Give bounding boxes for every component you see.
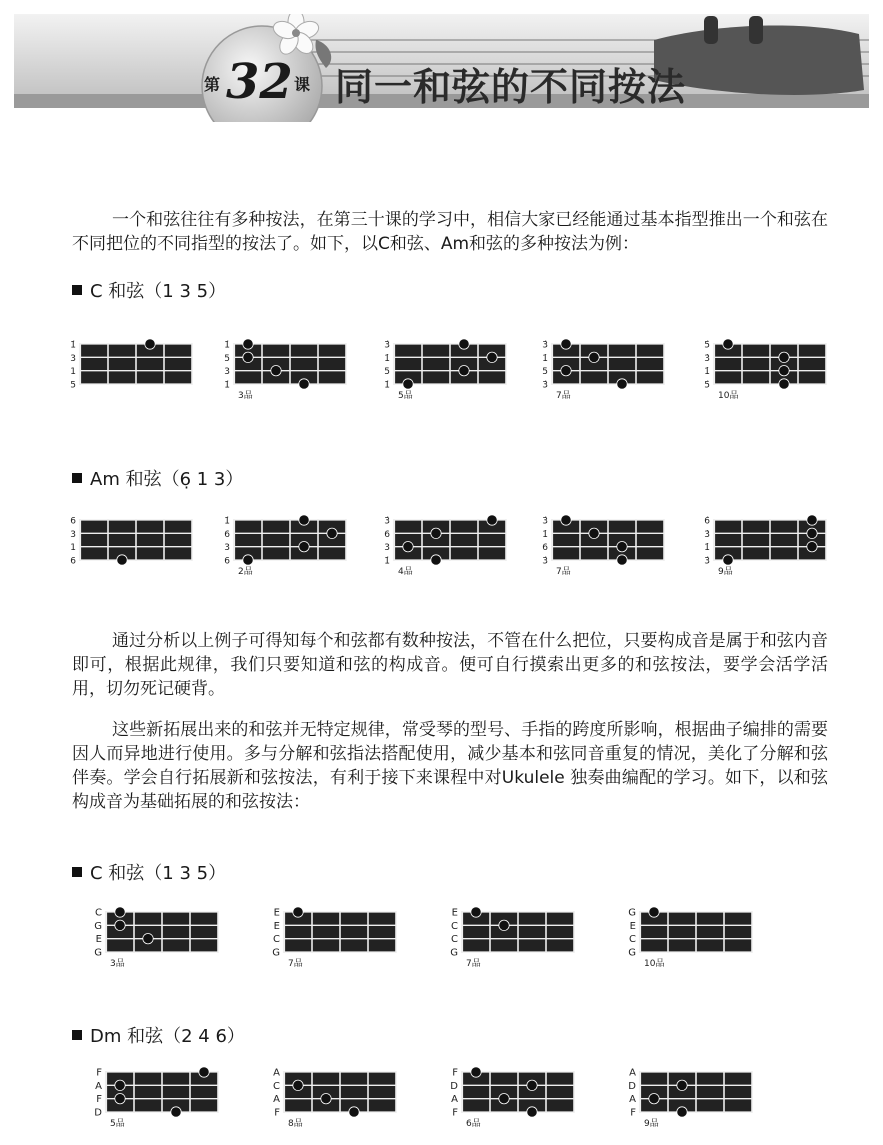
string-note-label: 6 — [224, 529, 230, 540]
finger-dot — [807, 541, 817, 551]
intro-paragraph: 一个和弦往往有多种按法，在第三十课的学习中，相信大家已经能通过基本指型推出一个和弦在不同把位的不同指型的按法了。如下，以C和弦、Am和弦的多种按法为例： — [72, 210, 828, 254]
finger-dot — [403, 541, 413, 551]
string-note-label: 6 — [70, 556, 76, 567]
finger-dot — [243, 352, 253, 362]
bullet-square-icon — [72, 867, 82, 877]
finger-dot — [677, 1107, 687, 1117]
finger-dot — [293, 907, 303, 917]
string-note-label: F — [96, 1094, 102, 1106]
fret-position-label: 9品 — [644, 1119, 659, 1129]
finger-dot — [617, 541, 627, 551]
section-c-chord-extended-title: C 和弦（1 3 5） — [72, 859, 226, 885]
string-note-label: G — [94, 947, 102, 959]
finger-dot — [199, 1067, 209, 1077]
string-note-label: 1̇ — [224, 340, 230, 351]
fret-position-label: 10品 — [644, 959, 665, 969]
finger-dot — [115, 1093, 125, 1103]
string-note-label: G — [272, 947, 280, 959]
finger-dot — [617, 379, 627, 389]
fret-position-label: 3品 — [238, 391, 253, 401]
string-note-label: 3 — [224, 543, 230, 554]
finger-dot — [779, 379, 789, 389]
string-note-label: A — [451, 1094, 458, 1106]
string-note-label: G — [94, 920, 102, 932]
string-note-label: 3̇ — [704, 556, 710, 567]
string-note-label: C — [451, 920, 458, 932]
string-note-label: 1̇ — [384, 556, 390, 567]
string-note-label: 6 — [70, 516, 76, 527]
finger-dot — [117, 555, 127, 565]
string-note-label: 5 — [542, 367, 548, 378]
chord-diagram — [538, 340, 670, 402]
finger-dot — [403, 379, 413, 389]
fret-position-label: 2品 — [238, 567, 253, 577]
finger-dot — [243, 555, 253, 565]
finger-dot — [471, 1067, 481, 1077]
string-note-label: G — [628, 947, 636, 959]
fret-position-label: 10品 — [718, 391, 739, 401]
chord-diagram — [700, 340, 832, 402]
string-note-label: C — [273, 1080, 280, 1092]
fret-position-label: 4品 — [398, 567, 413, 577]
string-note-label: C — [451, 934, 458, 946]
finger-dot — [431, 528, 441, 538]
string-note-label: E — [273, 920, 280, 932]
finger-dot — [527, 1080, 537, 1090]
finger-dot — [677, 1080, 687, 1090]
extension-paragraph: 这些新拓展出来的和弦并无特定规律，常受琴的型号、手指的跨度所影响，根据曲子编排的需要因人而异地进行使用。多与分解和弦指法搭配使用，减少基本和弦同音重复的情况，美化了分解和弦伴奏。学会自行拓展新和弦按法，有利于接下来课程中对Ukulele 独奏曲编配的学习。如下，以和弦构成音为基础拓展的和弦按法： — [72, 720, 828, 812]
finger-dot — [649, 1093, 659, 1103]
fret-position-label: 3品 — [110, 959, 125, 969]
finger-dot — [327, 528, 337, 538]
string-note-label: 1̇ — [224, 380, 230, 391]
string-note-label: 5 — [384, 367, 390, 378]
finger-dot — [779, 365, 789, 375]
lesson-prefix: 第 — [204, 75, 221, 94]
string-note-label: 3̇ — [384, 516, 390, 527]
finger-dot — [115, 1080, 125, 1090]
string-note-label: 6̇ — [704, 516, 710, 527]
finger-dot — [779, 352, 789, 362]
finger-dot — [171, 1107, 181, 1117]
string-note-label: E — [629, 920, 636, 932]
string-note-label: F — [452, 1067, 458, 1079]
bullet-square-icon — [72, 473, 82, 483]
section-c-chord-title: C 和弦（1 3 5） — [72, 277, 226, 303]
string-note-label: E — [95, 934, 102, 946]
fret-position-label: 5品 — [398, 391, 413, 401]
string-note-label: 5̇ — [704, 340, 710, 351]
string-note-label: F — [452, 1107, 458, 1119]
finger-dot — [321, 1093, 331, 1103]
string-note-label: 1 — [70, 367, 76, 378]
string-note-label: 1̇ — [224, 516, 230, 527]
string-note-label: E — [451, 907, 458, 919]
lesson-title: 同一和弦的不同按法 — [335, 65, 687, 109]
string-note-label: F — [96, 1067, 102, 1079]
string-note-label: A — [629, 1067, 636, 1079]
chord-diagram — [448, 1068, 580, 1130]
string-note-label: 3̇ — [704, 353, 710, 364]
string-note-label: G — [450, 947, 458, 959]
finger-dot — [459, 365, 469, 375]
string-note-label: A — [273, 1094, 280, 1106]
string-note-label: 1̇ — [704, 543, 710, 554]
string-note-label: 3̇ — [542, 516, 548, 527]
string-note-label: 3 — [70, 353, 76, 364]
string-note-label: D — [450, 1080, 458, 1092]
string-note-label: 5̇ — [704, 380, 710, 391]
fret-position-label: 9品 — [718, 567, 733, 577]
string-note-label: 3̇ — [542, 380, 548, 391]
fret-position-label: 7品 — [288, 959, 303, 969]
finger-dot — [459, 339, 469, 349]
finger-dot — [143, 933, 153, 943]
fret-position-label: 6品 — [466, 1119, 481, 1129]
finger-dot — [561, 365, 571, 375]
string-note-label: 3̇ — [542, 556, 548, 567]
finger-dot — [807, 515, 817, 525]
string-note-label: F — [630, 1107, 636, 1119]
string-note-label: G — [628, 907, 636, 919]
string-note-label: 5 — [70, 380, 76, 391]
chord-diagram — [626, 1068, 758, 1130]
string-note-label: C — [95, 907, 102, 919]
finger-dot — [293, 1080, 303, 1090]
chord-diagram — [66, 516, 198, 578]
string-note-label: 1 — [70, 543, 76, 554]
string-note-label: 1̇ — [704, 367, 710, 378]
chord-diagram — [270, 908, 402, 970]
finger-dot — [115, 920, 125, 930]
finger-dot — [807, 528, 817, 538]
fret-position-label: 8品 — [288, 1119, 303, 1129]
finger-dot — [487, 515, 497, 525]
fret-position-label: 7品 — [466, 959, 481, 969]
chord-diagram — [380, 516, 512, 578]
string-note-label: A — [273, 1067, 280, 1079]
chord-diagram — [626, 908, 758, 970]
finger-dot — [299, 515, 309, 525]
finger-dot — [723, 555, 733, 565]
chord-diagram — [538, 516, 670, 578]
string-note-label: 3 — [70, 529, 76, 540]
finger-dot — [723, 339, 733, 349]
finger-dot — [487, 352, 497, 362]
chord-diagram — [92, 1068, 224, 1130]
finger-dot — [617, 555, 627, 565]
bullet-square-icon — [72, 285, 82, 295]
chord-diagram — [270, 1068, 402, 1130]
string-note-label: 3̇ — [704, 529, 710, 540]
finger-dot — [145, 339, 155, 349]
finger-dot — [243, 339, 253, 349]
fret-position-label: 5品 — [110, 1119, 125, 1129]
chord-diagram — [92, 908, 224, 970]
string-note-label: A — [95, 1080, 102, 1092]
string-note-label: 1̇ — [542, 529, 548, 540]
string-note-label: 6 — [224, 556, 230, 567]
finger-dot — [561, 515, 571, 525]
analysis-paragraph: 通过分析以上例子可得知每个和弦都有数种按法，不管在什么把位，只要构成音是属于和弦内音即可，根据此规律，我们只要知道和弦的构成音。便可自行摸索出更多的和弦按法，要学会活学活用，切勿死记硬背。 — [72, 631, 828, 699]
string-note-label: 3 — [384, 543, 390, 554]
string-note-label: 3 — [224, 367, 230, 378]
finger-dot — [649, 907, 659, 917]
chord-diagram — [448, 908, 580, 970]
string-note-label: 6 — [384, 529, 390, 540]
string-note-label: 3̇ — [384, 340, 390, 351]
finger-dot — [499, 920, 509, 930]
finger-dot — [431, 555, 441, 565]
string-note-label: 1̇ — [70, 340, 76, 351]
finger-dot — [271, 365, 281, 375]
lesson-number: 32 — [226, 54, 293, 110]
section-dm-chord-title: Dm 和弦（2 4 6） — [72, 1022, 245, 1048]
finger-dot — [589, 528, 599, 538]
finger-dot — [499, 1093, 509, 1103]
string-note-label: D — [94, 1107, 102, 1119]
finger-dot — [299, 379, 309, 389]
finger-dot — [471, 907, 481, 917]
section-am-chord-title: Am 和弦（6̣ 1 3） — [72, 465, 243, 491]
finger-dot — [527, 1107, 537, 1117]
finger-dot — [561, 339, 571, 349]
chord-diagram — [220, 516, 352, 578]
chord-diagram — [380, 340, 512, 402]
chord-diagram — [220, 340, 352, 402]
string-note-label: 1̇ — [384, 353, 390, 364]
bullet-square-icon — [72, 1030, 82, 1040]
string-note-label: D — [628, 1080, 636, 1092]
string-note-label: 1̇ — [542, 353, 548, 364]
finger-dot — [589, 352, 599, 362]
string-note-label: E — [273, 907, 280, 919]
chord-diagram — [66, 340, 198, 402]
string-note-label: F — [274, 1107, 280, 1119]
string-note-label: 3̇ — [542, 340, 548, 351]
finger-dot — [115, 907, 125, 917]
fret-position-label: 7品 — [556, 391, 571, 401]
chord-diagram — [700, 516, 832, 578]
string-note-label: C — [629, 934, 636, 946]
string-note-label: C — [273, 934, 280, 946]
string-note-label: 5 — [224, 353, 230, 364]
lesson-suffix: 课 — [294, 75, 311, 94]
string-note-label: 1̇ — [384, 380, 390, 391]
fret-position-label: 7品 — [556, 567, 571, 577]
finger-dot — [299, 541, 309, 551]
string-note-label: 6 — [542, 543, 548, 554]
string-note-label: A — [629, 1094, 636, 1106]
finger-dot — [349, 1107, 359, 1117]
